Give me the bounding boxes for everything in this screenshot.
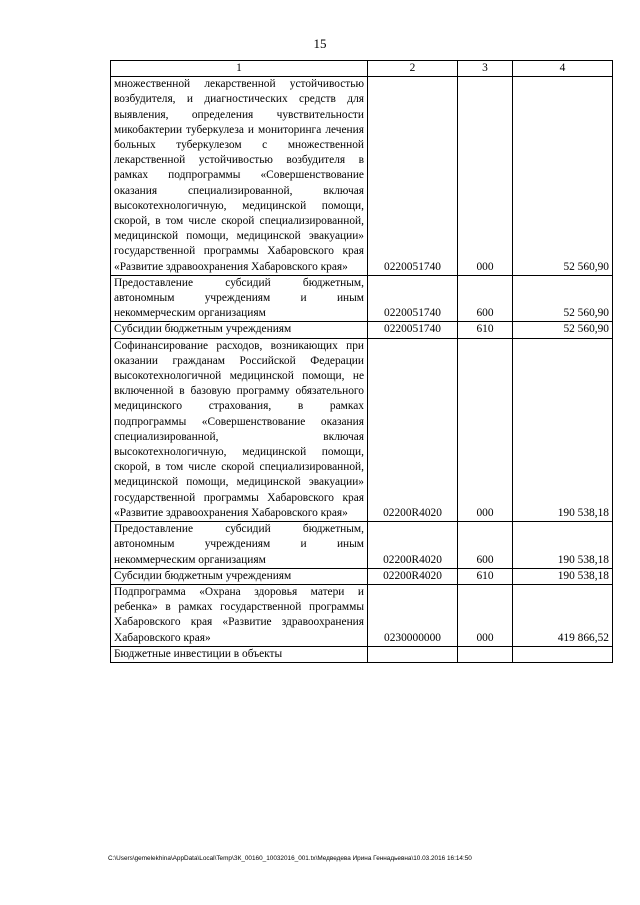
table-row (111, 522, 613, 569)
row-sum: 190 538,18 (513, 568, 613, 584)
row-sum: 52 560,90 (513, 322, 613, 338)
row-code: 02200R4020 (368, 338, 458, 521)
row-expense-type (458, 646, 513, 662)
row-code: 0220051740 (368, 322, 458, 338)
row-sum: 52 560,90 (513, 77, 613, 276)
row-sum: 190 538,18 (513, 338, 613, 521)
row-name: Субсидии бюджетным учреждениям (111, 322, 368, 338)
table-row (111, 568, 613, 584)
row-name: множественной лекарственной устойчивостью возбудителя, и диагностических средств для выявления, определения чувствительности микобактерии туберкулеза и мониторинга лечения больных туберкулезом с множественной лекарственной устойчивостью возбудителя в рамках подпрограммы «Совершенствование оказания специализированной, включая высокотехнологичную, медицинской помощи, скорой, в том числе скорой специализированной, медицинской помощи, медицинской эвакуации» государственной программы Хабаровского края «Развитие здравоохранения Хабаровского края» (111, 77, 368, 276)
table-row (111, 322, 613, 338)
row-sum: 190 538,18 (513, 522, 613, 569)
row-code: 0220051740 (368, 275, 458, 322)
table-row (111, 338, 613, 521)
row-code (368, 646, 458, 662)
row-name: Софинансирование расходов, возникающих при оказании гражданам Российской Федерации высокотехнологичной медицинской помощи, не включенной в базовую программу обязательного медицинского страхования, в рамках подпрограммы «Совершенствование оказания специализированной, включая высокотехнологичную, медицинской помощи, скорой, в том числе скорой специализированной, медицинской помощи, медицинской эвакуации» государственной программы Хабаровского края «Развитие здравоохранения Хабаровского края» (111, 338, 368, 521)
header-col-1: 1 (111, 61, 368, 77)
row-code: 0220051740 (368, 77, 458, 276)
header-col-4: 4 (513, 61, 613, 77)
row-code: 02200R4020 (368, 522, 458, 569)
row-name: Предоставление субсидий бюджетным, автономным учреждениям и иным некоммерческим организациям (111, 522, 368, 569)
row-expense-type: 600 (458, 275, 513, 322)
file-path-footer: C:\Users\gemelekhina\AppData\Local\Temp\ЗК_00160_10032016_001.tx\Медведева Ирина Геннадьевна\10.03.2016 16:14:50 (108, 855, 472, 862)
row-expense-type: 000 (458, 77, 513, 276)
row-sum: 52 560,90 (513, 275, 613, 322)
table-row (111, 275, 613, 322)
budget-table (110, 60, 613, 663)
table-header-row (111, 61, 613, 77)
header-col-2: 2 (368, 61, 458, 77)
row-code: 02200R4020 (368, 568, 458, 584)
header-col-3: 3 (458, 61, 513, 77)
table-row (111, 646, 613, 662)
row-name: Предоставление субсидий бюджетным, автономным учреждениям и иным некоммерческим организациям (111, 275, 368, 322)
table-row (111, 77, 613, 276)
row-expense-type: 610 (458, 568, 513, 584)
row-sum (513, 646, 613, 662)
row-expense-type: 000 (458, 584, 513, 646)
row-name: Субсидии бюджетным учреждениям (111, 568, 368, 584)
row-name: Подпрограмма «Охрана здоровья матери и ребенка» в рамках государственной программы Хабаровского края «Развитие здравоохранения Хабаровского края» (111, 584, 368, 646)
row-name: Бюджетные инвестиции в объекты (111, 646, 368, 662)
row-expense-type: 600 (458, 522, 513, 569)
row-expense-type: 610 (458, 322, 513, 338)
table-row (111, 584, 613, 646)
row-expense-type: 000 (458, 338, 513, 521)
row-sum: 419 866,52 (513, 584, 613, 646)
page-number: 15 (313, 36, 327, 51)
row-code: 0230000000 (368, 584, 458, 646)
